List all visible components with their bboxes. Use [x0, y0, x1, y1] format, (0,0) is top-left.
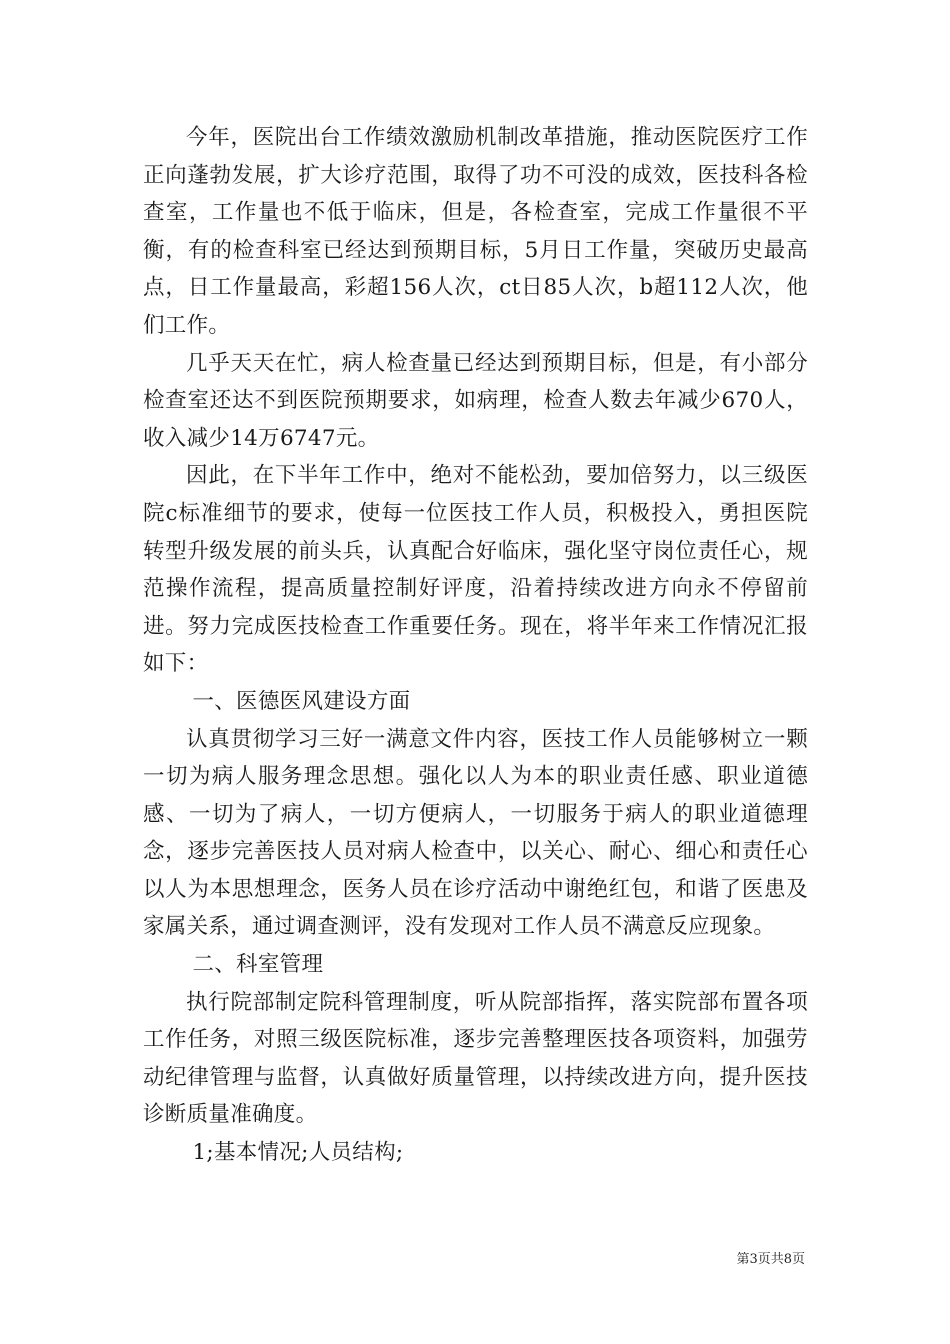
page-number: 第3页共8页 [736, 1252, 805, 1267]
section-heading-management: 二、科室管理 [192, 952, 324, 978]
paragraph-ethics: 认真贯彻学习三好一满意文件内容，医技工作人员能够树立一颗一切为病人服务理念思想。强化以人为本的职业责任感、职业道德感、一切为了病人，一切方便病人，一切服务于病人的职业道德理念，逐步完善医技人员对病人检查中，以关心、耐心、细心和责任心以人为本思想理念，医务人员在诊疗活动中谢绝红包，和谐了医患及家属关系，通过调查测评，没有发现对工作人员不满意反应现象。 [143, 726, 808, 940]
paragraph-plan: 因此，在下半年工作中，绝对不能松劲，要加倍努力，以三级医院c标准细节的要求，使每一位医技工作人员，积极投入，勇担医院转型升级发展的前头兵，认真配合好临床，强化坚守岗位责任心，规范操作流程，提高质量控制好评度，沿着持续改进方向永不停留前进。努力完成医技检查工作重要任务。现在，将半年来工作情况汇报如下： [143, 463, 808, 677]
section-heading-ethics: 一、医德医风建设方面 [192, 688, 411, 714]
paragraph-intro: 今年，医院出台工作绩效激励机制改革措施，推动医院医疗工作正向蓬勃发展，扩大诊疗范围，取得了功不可没的成效，医技科各检查室，工作量也不低于临床，但是，各检查室，完成工作量很不平衡，有的检查科室已经达到预期目标，5月日工作量，突破历史最高点，日工作量最高，彩超156人次，ct日85人次，b超112人次，他们工作。 [143, 125, 808, 338]
document-body [143, 119, 808, 1172]
paragraph-workload: 几乎天天在忙，病人检查量已经达到预期目标，但是，有小部分检查室还达不到医院预期要求，如病理，检查人数去年减少670人，收入减少14万6747元。 [143, 350, 808, 451]
paragraph-management: 执行院部制定院科管理制度，听从院部指挥，落实院部布置各项工作任务，对照三级医院标准，逐步完善整理医技各项资料，加强劳动纪律管理与监督，认真做好质量管理，以持续改进方向，提升医技诊断质量准确度。 [143, 989, 808, 1128]
subsection-heading-basic: 1;基本情况;人员结构; [192, 1140, 404, 1166]
